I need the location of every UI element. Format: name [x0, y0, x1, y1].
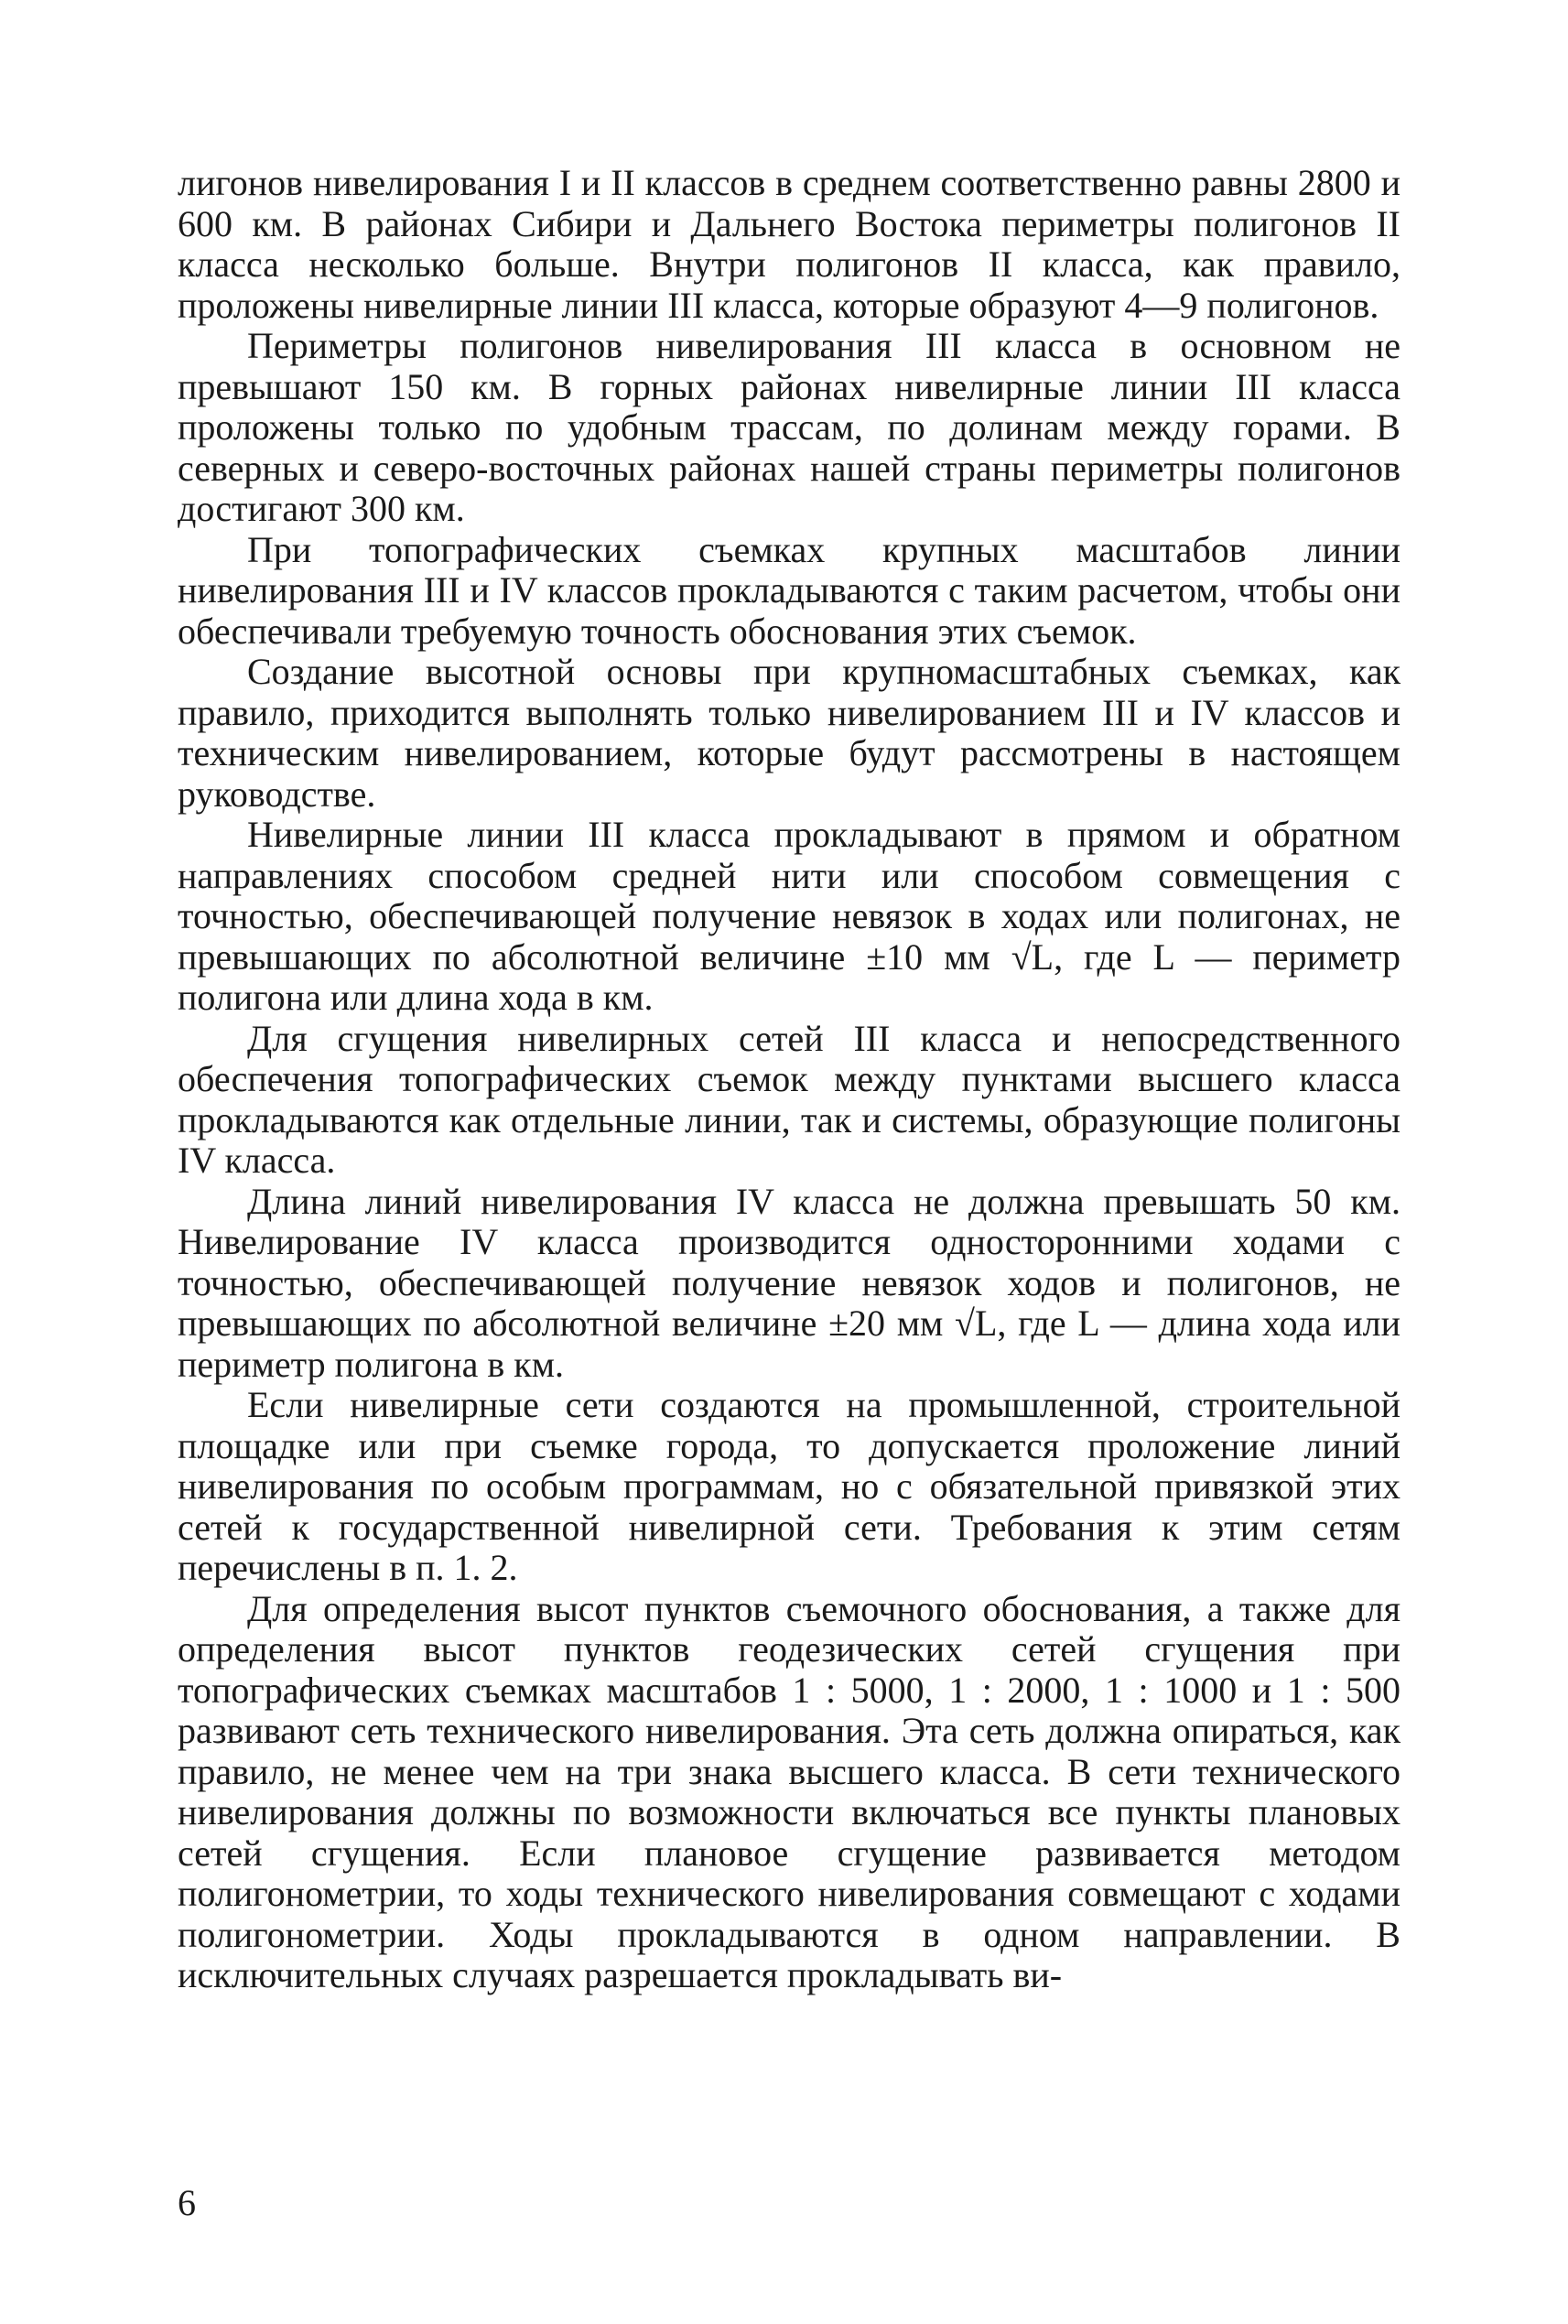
- paragraph-2: Периметры полигонов нивелирования III класса в основном не превышают 150 км. В горных районах нивелирные линии III класса проложены только по удобным трассам, по долинам между горами. В северных и северо-восточных районах нашей страны периметры полигонов достигают 300 км.: [178, 325, 1400, 529]
- page-number: 6: [178, 2182, 196, 2223]
- paragraph-4: Создание высотной основы при крупномасштабных съемках, как правило, приходится выполнять только нивелированием III и IV классов и техническим нивелированием, которые будут рассмотрены в настоящем руководстве.: [178, 651, 1400, 815]
- body-text: [178, 163, 1400, 1996]
- paragraph-5: Нивелирные линии III класса прокладывают в прямом и обратном направлениях способом средней нити или способом совмещения с точностью, обеспечивающей получение невязок в ходах или полигонах, не превышающих по абсолютной величине ±10 мм √L, где L — периметр полигона или длина хода в км.: [178, 814, 1400, 1018]
- paragraph-3: При топографических съемках крупных масштабов линии нивелирования III и IV классов прокладываются с таким расчетом, чтобы они обеспечивали требуемую точность обоснования этих съемок.: [178, 528, 1400, 652]
- paragraph-7: Длина линий нивелирования IV класса не должна превышать 50 км. Нивелирование IV класса производится односторонними ходами с точностью, обеспечивающей получение невязок ходов и полигонов, не превышающих по абсолютной величине ±20 мм √L, где L — длина хода или периметр полигона в км.: [178, 1180, 1400, 1385]
- paragraph-9: Для определения высот пунктов съемочного обоснования, а также для определения высот пунктов геодезических сетей сгущения при топографических съемках масштабов 1 : 5000, 1 : 2000, 1 : 1000 и 1 : 500 развивают сеть технического нивелирования. Эта сеть должна опираться, как правило, не менее чем на три знака высшего класса. В сети технического нивелирования должны по возможности включаться все пункты плановых сетей сгущения. Если плановое сгущение развивается методом полигонометрии, то ходы технического нивелирования совмещают с ходами полигонометрии. Ходы прокладываются в одном направлении. В исключительных случаях разрешается прокладывать ви-: [178, 1587, 1400, 1995]
- paragraph-1: лигонов нивелирования I и II классов в среднем соответственно равны 2800 и 600 км. В районах Сибири и Дальнего Востока периметры полигонов II класса несколько больше. Внутри полигонов II класса, как правило, проложены нивелирные линии III класса, которые образуют 4—9 полигонов.: [178, 162, 1400, 326]
- paragraph-6: Для сгущения нивелирных сетей III класса и непосредственного обеспечения топографических съемок между пунктами высшего класса прокладываются как отдельные линии, так и системы, образующие полигоны IV класса.: [178, 1017, 1400, 1181]
- paragraph-8: Если нивелирные сети создаются на промышленной, строительной площадке или при съемке города, то допускается проложение линий нивелирования по особым программам, но с обязательной привязкой этих сетей к государственной нивелирной сети. Требования к этим сетям перечислены в п. 1. 2.: [178, 1384, 1400, 1588]
